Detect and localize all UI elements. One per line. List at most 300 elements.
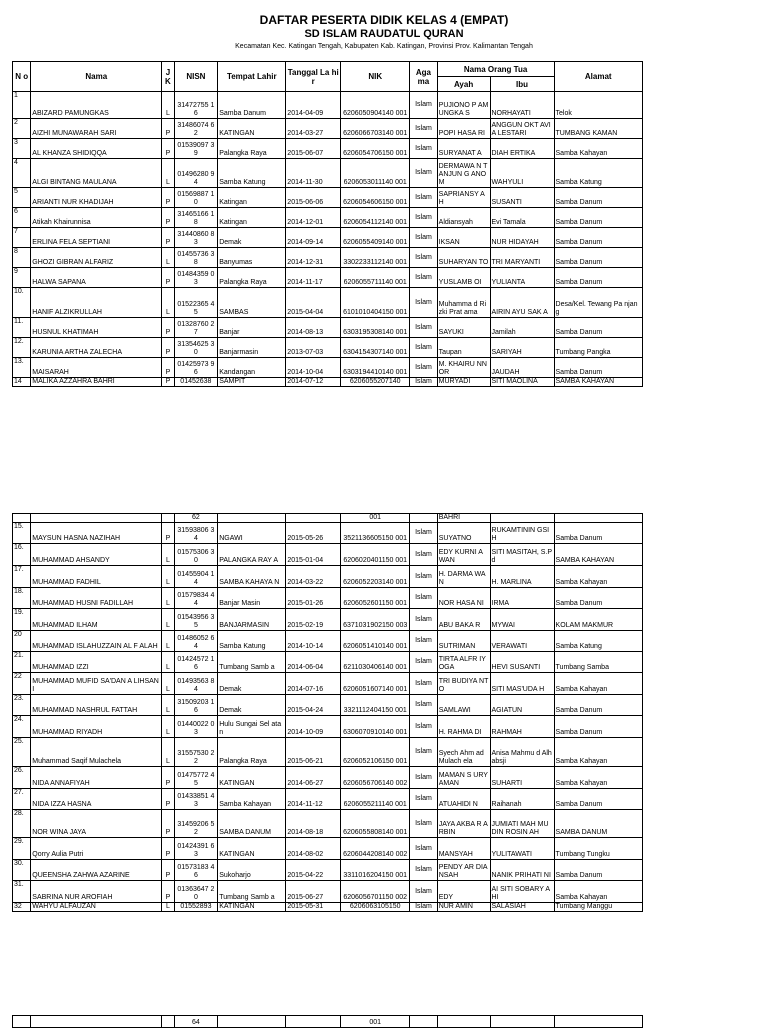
cell-jk: P [162,268,174,288]
header-ayah: Ayah [437,77,490,92]
cell-alamat: Samba Kahayan [554,738,642,767]
cell-alamat: Tumbang Tungku [554,838,642,860]
cell-nik: 6206052106150 001 [341,738,410,767]
cell-nama: ARIANTI NUR KHADIJAH [31,188,162,208]
cell-no: 31. [13,881,31,903]
cell-alamat: Telok [554,92,642,119]
cell-alamat: Samba Danum [554,188,642,208]
cell-jk: P [162,810,174,838]
cell-no: 26. [13,767,31,789]
student-table-continued [12,513,643,912]
cell-jk: L [162,738,174,767]
table-body-page1 [13,92,643,387]
cell-alamat: Tumbang Pangka [554,338,642,358]
cell-ibu: Raihanah [490,789,554,810]
student-table [12,61,643,387]
cell-tempat-lahir: BANJARMASIN [218,609,286,631]
cell-nik: 6206055211140 001 [341,789,410,810]
cell-ibu: DIAH ERTIKA [490,139,554,159]
cell-jk: L [162,248,174,268]
table-row [13,92,643,119]
cell-nama: MUHAMMAD IZZI [31,652,162,673]
cell-nisn: 01328760 27 [174,318,218,338]
cell-agama: Islam [410,810,437,838]
table-row-carryover [13,514,643,523]
header-ibu: Ibu [490,77,554,92]
cell-tempat-lahir: Palangka Raya [218,738,286,767]
cell-ayah: Syech Ahm ad Mulach ela [437,738,490,767]
cell-alamat: SAMBA KAHAYAN [554,378,642,387]
cell-tanggal-lahir: 2015-06-21 [286,738,341,767]
cell-jk: P [162,358,174,378]
cell-nik: 6206063105150 [341,903,410,912]
cell-ayah: SAYUKI [437,318,490,338]
cell-tempat-lahir: SAMBAS [218,288,286,318]
cell-agama: Islam [410,358,437,378]
cell-ayah: H. RAHMA DI [437,716,490,738]
cell-nama: MUHAMMAD HUSNI FADILLAH [31,588,162,609]
cell-ibu: SITI MAS'UDA H [490,673,554,695]
cell-agama: Islam [410,338,437,358]
cell-ibu: HEVI SUSANTI [490,652,554,673]
cell-tanggal-lahir: 2015-01-26 [286,588,341,609]
cell-alamat: KOLAM MAKMUR [554,609,642,631]
table-row [13,228,643,248]
table-row [13,789,643,810]
cell-ibu: SUSANTI [490,188,554,208]
cell-ayah: MURYADI [437,378,490,387]
header-nik: NIK [341,62,410,92]
cell-tanggal-lahir: 2014-10-04 [286,358,341,378]
cell-tempat-lahir: Palangka Raya [218,139,286,159]
cell-jk: L [162,92,174,119]
cell-jk: L [162,544,174,566]
cell-nik: 6206056706140 002 [341,767,410,789]
cell-alamat: Samba Kahayan [554,767,642,789]
table-row [13,544,643,566]
cell-ibu: RAHMAH [490,716,554,738]
cell-no: 3 [13,139,31,159]
document-title: DAFTAR PESERTA DIDIK KELAS 4 (EMPAT) [259,13,509,27]
cell-alamat: Tumbang Samba [554,652,642,673]
cell-no: 15. [13,523,31,544]
cell-ibu: NANIK PRIHATI NI [490,860,554,881]
cell-jk: P [162,860,174,881]
cell-alamat: Samba Katung [554,631,642,652]
table-body-page2 [13,514,643,523]
cell-agama: Islam [410,318,437,338]
cell-tanggal-lahir: 2014-11-12 [286,789,341,810]
cell-ibu: VERAWATI [490,631,554,652]
cell-alamat: SAMBA KAHAYAN [554,544,642,566]
cell-alamat: SAMBA DANUM [554,810,642,838]
cell-nama: MUHAMMAD ISLAHUZZAIN AL F ALAH [31,631,162,652]
cell-tanggal-lahir: 2014-12-31 [286,248,341,268]
cell-nik: 6206020401150 001 [341,544,410,566]
cell-tempat-lahir: PALANGKA RAY A [218,544,286,566]
cell-no: 9 [13,268,31,288]
header-no: N o [13,62,31,92]
cell-nik: 6304154307140 001 [341,338,410,358]
cell-nisn: 01486052 64 [174,631,218,652]
table-row [13,631,643,652]
cell-agama: Islam [410,523,437,544]
cell-agama: Islam [410,652,437,673]
cell-tempat-lahir: KATINGAN [218,838,286,860]
cell-tanggal-lahir: 2014-08-18 [286,810,341,838]
cell-ayah: PUJIONO P AMUNGKA S [437,92,490,119]
cell-tempat-lahir: Sukoharjo [218,860,286,881]
header-nama: Nama [31,62,162,92]
table-row [13,738,643,767]
table-row [13,810,643,838]
cell-ibu: SITI MASITAH, S.Pd [490,544,554,566]
cell-tempat-lahir: Samba Kahayan [218,789,286,810]
cell-tempat-lahir: SAMBA KAHAYA N [218,566,286,588]
cell-jk: P [162,188,174,208]
cell-no: 22 [13,673,31,695]
cell-tanggal-lahir: 2015-04-24 [286,695,341,716]
cell-alamat: Samba Danum [554,716,642,738]
cell-agama: Islam [410,716,437,738]
cell-tempat-lahir: Palangka Raya [218,268,286,288]
cell-ibu: RUKAMTININ GSIH [490,523,554,544]
cell-nama: AL KHANZA SHIDIQQA [31,139,162,159]
cell-agama: Islam [410,609,437,631]
cell-nisn: 01424572 16 [174,652,218,673]
table-row [13,588,643,609]
cell-nik: 6101010404150 001 [341,288,410,318]
cell-ayah: DERMAWA N TANJUN G ANOM [437,159,490,188]
cell-no: 27. [13,789,31,810]
table-row [13,378,643,387]
cell-nik: 6206055207140 [341,378,410,387]
cell-tanggal-lahir: 2015-06-07 [286,139,341,159]
cell-nama: NOR WINA JAYA [31,810,162,838]
cell-nisn: 31509203 16 [174,695,218,716]
cell-agama: Islam [410,838,437,860]
cell-nama: MUHAMMAD NASHRUL FATTAH [31,695,162,716]
cell-agama: Islam [410,228,437,248]
cell-ayah: SAMLAWI [437,695,490,716]
cell-ibu: SARIYAH [490,338,554,358]
cell-alamat: Samba Danum [554,228,642,248]
cell-nisn: 62 [174,514,218,523]
cell-ayah: SUTRIMAN [437,631,490,652]
cell-tanggal-lahir: 2014-03-27 [286,119,341,139]
table-row [13,159,643,188]
cell-jk: L [162,652,174,673]
cell-nama: Atikah Khairunnisa [31,208,162,228]
cell-agama: Islam [410,767,437,789]
cell-ayah: MANSYAH [437,838,490,860]
cell-nik: 6206052601150 001 [341,588,410,609]
cell-nama: ALGI BINTANG MAULANA [31,159,162,188]
cell-nik: 001 [341,1016,410,1028]
cell-jk: L [162,716,174,738]
header-tempat-lahir: Tempat Lahir [218,62,286,92]
cell-tempat-lahir: Samba Katung [218,159,286,188]
cell-tanggal-lahir: 2014-10-09 [286,716,341,738]
cell-alamat: Samba Kahayan [554,881,642,903]
table-row [13,188,643,208]
cell-no: 6 [13,208,31,228]
table-row-carryover [13,1016,643,1028]
cell-jk: L [162,673,174,695]
cell-nik: 6303194410140 001 [341,358,410,378]
cell-nama: KARUNIA ARTHA ZALECHA [31,338,162,358]
cell-nik: 6206056701150 002 [341,881,410,903]
cell-nik: 6206052203140 001 [341,566,410,588]
cell-ibu: NUR HIDAYAH [490,228,554,248]
cell-alamat: Samba Danum [554,208,642,228]
cell-nisn: 01484359 03 [174,268,218,288]
cell-ayah: NOR HASA NI [437,588,490,609]
cell-alamat: Samba Danum [554,789,642,810]
cell-ibu: TRI MARYANTI [490,248,554,268]
cell-jk: P [162,881,174,903]
cell-nisn: 01543956 35 [174,609,218,631]
cell-nisn: 01539097 39 [174,139,218,159]
cell-nama: QUEENSHA ZAHWA AZARINE [31,860,162,881]
cell-jk: L [162,588,174,609]
cell-nisn: 01496280 94 [174,159,218,188]
cell-ayah: PENDY AR DIANSAH [437,860,490,881]
cell-nama: MUHAMMAD ILHAM [31,609,162,631]
cell-tanggal-lahir: 2014-07-16 [286,673,341,695]
cell-agama: Islam [410,738,437,767]
cell-jk: P [162,208,174,228]
table-row [13,318,643,338]
cell-tempat-lahir: Banjarmasin [218,338,286,358]
cell-nama: GHOZI GIBRAN ALFARIZ [31,248,162,268]
cell-alamat: Samba Danum [554,248,642,268]
cell-ibu: Evi Tamala [490,208,554,228]
cell-agama: Islam [410,92,437,119]
table-row [13,268,643,288]
cell-agama: Islam [410,268,437,288]
table-row [13,208,643,228]
cell-agama: Islam [410,588,437,609]
cell-nisn: 01433851 43 [174,789,218,810]
cell-alamat: Samba Kahayan [554,566,642,588]
cell-tanggal-lahir: 2014-09-14 [286,228,341,248]
cell-tempat-lahir: Demak [218,695,286,716]
cell-ayah: MAMAN S URYAMAN [437,767,490,789]
cell-agama: Islam [410,789,437,810]
cell-nama: MALIKA AZZAHRA BAHRI [31,378,162,387]
cell-alamat: Samba Kahayan [554,139,642,159]
cell-no: 1 [13,92,31,119]
cell-alamat: Samba Kahayan [554,673,642,695]
cell-tempat-lahir: Banyumas [218,248,286,268]
cell-nama: MAYSUN HASNA NAZIHAH [31,523,162,544]
cell-alamat: Desa/Kel. Tewang Pa njang [554,288,642,318]
cell-tanggal-lahir: 2015-06-06 [286,188,341,208]
cell-tempat-lahir: Katingan [218,188,286,208]
cell-nik: 6303195308140 001 [341,318,410,338]
cell-no: 4 [13,159,31,188]
table-row [13,838,643,860]
cell-ayah: ABU BAKA R [437,609,490,631]
cell-nama: Muhammad Saqif Mulachela [31,738,162,767]
cell-tempat-lahir: Banjar [218,318,286,338]
header-tanggal-lahir: Tanggal La hir [286,62,341,92]
cell-nik: 6206050904140 001 [341,92,410,119]
cell-jk: P [162,523,174,544]
school-name: SD ISLAM RAUDATUL QURAN [304,28,464,40]
cell-jk: P [162,139,174,159]
cell-alamat: Samba Danum [554,588,642,609]
cell-ayah: POPI HASA RI [437,119,490,139]
cell-nik: 3521136605150 001 [341,523,410,544]
table-row [13,673,643,695]
cell-no: 24. [13,716,31,738]
cell-nisn: 31486074 62 [174,119,218,139]
cell-tempat-lahir: Kandangan [218,358,286,378]
table-row [13,566,643,588]
cell-nik: 6206055711140 001 [341,268,410,288]
cell-agama: Islam [410,673,437,695]
cell-nik: 6211030406140 001 [341,652,410,673]
cell-nisn: 01440022 03 [174,716,218,738]
table-header [13,62,643,92]
table-row [13,716,643,738]
cell-tanggal-lahir: 2015-04-22 [286,860,341,881]
cell-ibu: SUHARTI [490,767,554,789]
cell-nisn: 01575306 30 [174,544,218,566]
cell-ibu: AGIATUN [490,695,554,716]
cell-ayah: YUSLAMB OI [437,268,490,288]
cell-no: 25. [13,738,31,767]
cell-nama: HUSNUL KHATIMAH [31,318,162,338]
cell-agama: Islam [410,159,437,188]
table-row [13,609,643,631]
cell-nama: AIZHI MUNAWARAH SARI [31,119,162,139]
cell-tempat-lahir: SAMPIT [218,378,286,387]
table-row [13,860,643,881]
cell-nisn: 31472755 16 [174,92,218,119]
table-row [13,139,643,159]
cell-agama: Islam [410,860,437,881]
cell-nik: 6206054606150 001 [341,188,410,208]
cell-nisn: 01455736 38 [174,248,218,268]
cell-tanggal-lahir: 2014-08-02 [286,838,341,860]
cell-jk: P [162,838,174,860]
cell-nik: 6206054112140 001 [341,208,410,228]
cell-ibu: JUMIATI MAH MUDIN ROSIN AH [490,810,554,838]
cell-tanggal-lahir: 2015-06-27 [286,881,341,903]
cell-nisn: 01573183 46 [174,860,218,881]
cell-nik: 6206044208140 002 [341,838,410,860]
cell-tanggal-lahir: 2014-07-12 [286,378,341,387]
cell-jk: P [162,318,174,338]
cell-tanggal-lahir: 2014-12-01 [286,208,341,228]
cell-agama: Islam [410,208,437,228]
cell-ayah: BAHRI [437,514,490,523]
cell-alamat: Samba Danum [554,268,642,288]
student-table-page3 [12,1015,643,1028]
cell-ayah: Taupan [437,338,490,358]
cell-tanggal-lahir: 2014-10-14 [286,631,341,652]
cell-nama: HANIF ALZIKRULLAH [31,288,162,318]
cell-ibu: Anisa Mahmu d Alhabsji [490,738,554,767]
cell-tanggal-lahir: 2015-05-31 [286,903,341,912]
cell-nik: 6206053011140 001 [341,159,410,188]
cell-tanggal-lahir: 2015-04-04 [286,288,341,318]
cell-no: 20 [13,631,31,652]
cell-nama: ABIZARD PAMUNGKAS [31,92,162,119]
cell-nik: 6306070910140 001 [341,716,410,738]
cell-nik: 6206055808140 001 [341,810,410,838]
cell-ayah: M. KHAIRU NNOR [437,358,490,378]
cell-nik: 6206051607140 001 [341,673,410,695]
cell-agama: Islam [410,631,437,652]
cell-nama: MUHAMMAD AHSANDY [31,544,162,566]
cell-nisn: 01425973 96 [174,358,218,378]
cell-nik: 6206054706150 001 [341,139,410,159]
cell-jk: P [162,228,174,248]
cell-nisn: 31354625 30 [174,338,218,358]
cell-nisn: 01455904 14 [174,566,218,588]
cell-alamat: Samba Danum [554,318,642,338]
cell-tanggal-lahir: 2014-06-27 [286,767,341,789]
cell-nisn: 01493563 84 [174,673,218,695]
cell-ayah: H. DARMA WAN [437,566,490,588]
table-row [13,695,643,716]
cell-agama: Islam [410,903,437,912]
table-row [13,903,643,912]
table-body-page3 [13,1016,643,1028]
cell-nik: 001 [341,514,410,523]
cell-tempat-lahir: Banjar Masin [218,588,286,609]
cell-tanggal-lahir: 2014-06-04 [286,652,341,673]
cell-no: 17. [13,566,31,588]
header-nama-orang-tua: Nama Orang Tua [437,62,554,77]
cell-nama: MUHAMMAD RIYADH [31,716,162,738]
cell-tempat-lahir: Katingan [218,208,286,228]
cell-nisn: 31459206 52 [174,810,218,838]
cell-jk: L [162,903,174,912]
cell-nisn: 01424391 63 [174,838,218,860]
cell-jk: P [162,338,174,358]
cell-tempat-lahir: KATINGAN [218,119,286,139]
cell-ayah: SAPRIANSY AH [437,188,490,208]
cell-nik: 6371031902150 003 [341,609,410,631]
cell-no: 5 [13,188,31,208]
cell-ibu: JAUDAH [490,358,554,378]
cell-ibu: MYWAI [490,609,554,631]
cell-ayah: SURYANAT A [437,139,490,159]
cell-jk: L [162,609,174,631]
cell-agama: Islam [410,695,437,716]
cell-alamat: Samba Danum [554,358,642,378]
cell-no: 7 [13,228,31,248]
cell-tempat-lahir: KATINGAN [218,767,286,789]
school-address: Kecamatan Kec. Katingan Tengah, Kabupaten Kab. Katingan, Provinsi Prov. Kalimantan Tengah [235,43,533,50]
cell-tanggal-lahir: 2014-11-17 [286,268,341,288]
cell-tempat-lahir: Demak [218,228,286,248]
header-agama: Aga ma [410,62,437,92]
table-row [13,358,643,378]
cell-ibu: NORHAYATI [490,92,554,119]
cell-tanggal-lahir: 2013-07-03 [286,338,341,358]
cell-no: 10. [13,288,31,318]
cell-alamat: Tumbang Manggu [554,903,642,912]
cell-jk: P [162,119,174,139]
cell-agama: Islam [410,288,437,318]
cell-tempat-lahir: Hulu Sungai Sel atan [218,716,286,738]
